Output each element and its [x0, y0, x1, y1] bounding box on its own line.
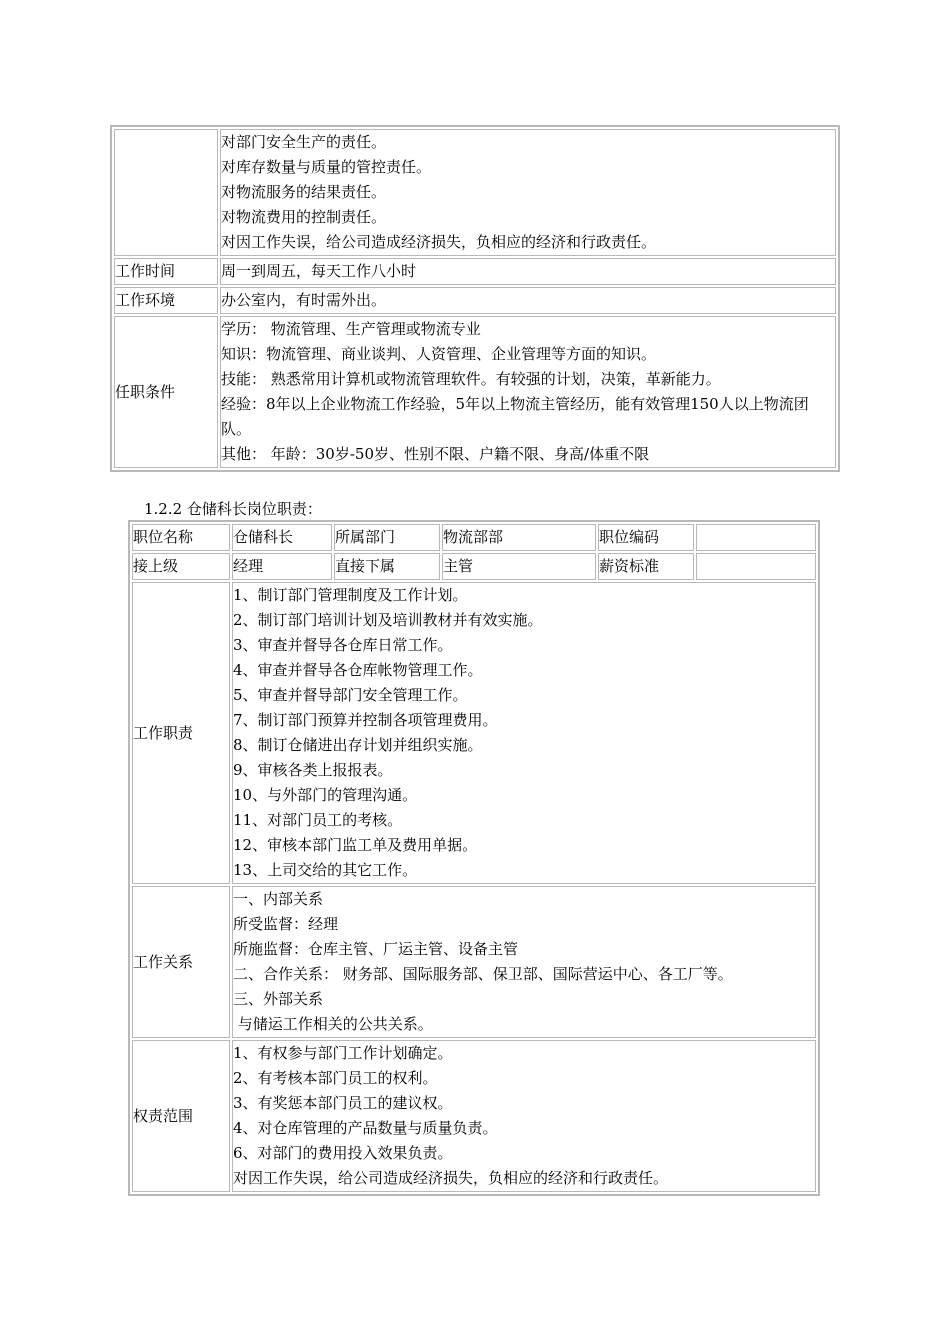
authority-row [132, 1040, 816, 1192]
duties-cell [232, 582, 816, 884]
salary-label: 薪资标准 [598, 553, 694, 580]
title-row [132, 524, 816, 551]
authority-label: 权责范围 [132, 1040, 230, 1192]
duty-item: 12、审核本部门监工单及费用单据。 [233, 836, 478, 854]
duty-item: 2、制订部门培训计划及培训教材并有效实施。 [233, 611, 543, 629]
authority-item: 对因工作失误，给公司造成经济损失，负相应的经济和行政责任。 [233, 1169, 669, 1187]
qualification-row [114, 316, 836, 468]
responsibility-cell [220, 129, 836, 256]
position-code-label: 职位编码 [598, 524, 694, 551]
relation-item: 二、合作关系： 财务部、国际服务部、保卫部、国际营运中心、各工厂等。 [233, 965, 733, 983]
duty-item: 3、审查并督导各仓库日常工作。 [233, 636, 453, 654]
job-requirements-table [110, 125, 840, 472]
work-time-label: 工作时间 [114, 258, 218, 285]
section-title: 1.2.2 仓储科长岗位职责： [144, 500, 322, 518]
authority-item: 3、有奖惩本部门员工的建议权。 [233, 1094, 453, 1112]
relation-item: 三、外部关系 [233, 990, 324, 1008]
duty-item: 7、制订部门预算并控制各项管理费用。 [233, 711, 498, 729]
position-code-value [696, 524, 816, 551]
authority-item: 6、对部门的费用投入效果负责。 [233, 1144, 453, 1162]
relations-cell [232, 886, 816, 1038]
reporting-row [132, 553, 816, 580]
work-time-row [114, 258, 836, 285]
work-env-label: 工作环境 [114, 287, 218, 314]
relation-item: 所施监督：仓库主管、厂运主管、设备主管 [233, 940, 519, 958]
superior-label: 接上级 [132, 553, 230, 580]
relation-item: 一、内部关系 [233, 890, 324, 908]
duties-row [132, 582, 816, 884]
duty-item: 5、审查并督导部门安全管理工作。 [233, 686, 468, 704]
relations-label: 工作关系 [132, 886, 230, 1038]
relation-item: 所受监督：经理 [233, 915, 339, 933]
authority-item: 1、有权参与部门工作计划确定。 [233, 1044, 453, 1062]
duty-item: 13、上司交给的其它工作。 [233, 861, 418, 879]
subordinate-label: 直接下属 [334, 553, 440, 580]
responsibility-line: 对物流费用的控制责任。 [221, 208, 387, 226]
duty-item: 1、制订部门管理制度及工作计划。 [233, 586, 468, 604]
responsibility-line: 对物流服务的结果责任。 [221, 183, 387, 201]
position-name-label: 职位名称 [132, 524, 230, 551]
relation-item: 与储运工作相关的公共关系。 [233, 1015, 433, 1033]
duties-label: 工作职责 [132, 582, 230, 884]
qualification-line: 经验：8年以上企业物流工作经验，5年以上物流主管经历，能有效管理150人以上物流团队。 [221, 395, 809, 438]
work-env-row [114, 287, 836, 314]
authority-item: 4、对仓库管理的产品数量与质量负责。 [233, 1119, 498, 1137]
job-description-table [128, 520, 820, 1196]
duty-item: 8、制订仓储进出存计划并组织实施。 [233, 736, 483, 754]
relations-row [132, 886, 816, 1038]
superior-value: 经理 [232, 553, 332, 580]
work-time-value: 周一到周五，每天工作八小时 [220, 258, 836, 285]
work-env-value: 办公室内，有时需外出。 [220, 287, 836, 314]
authority-item: 2、有考核本部门员工的权利。 [233, 1069, 438, 1087]
duty-item: 9、审核各类上报报表。 [233, 761, 393, 779]
qualification-line: 知识：物流管理、商业谈判、人资管理、企业管理等方面的知识。 [221, 345, 657, 363]
responsibility-label-cell [114, 129, 218, 256]
salary-value [696, 553, 816, 580]
department-label: 所属部门 [334, 524, 440, 551]
qualification-line: 其他： 年龄：30岁-50岁、性别不限、户籍不限、身高/体重不限 [221, 445, 650, 463]
department-value: 物流部部 [442, 524, 596, 551]
qualification-label: 任职条件 [114, 316, 218, 468]
qualification-cell [220, 316, 836, 468]
authority-cell [232, 1040, 816, 1192]
responsibility-line: 对部门安全生产的责任。 [221, 133, 387, 151]
qualification-line: 学历： 物流管理、生产管理或物流专业 [221, 320, 481, 338]
duty-item: 10、与外部门的管理沟通。 [233, 786, 418, 804]
responsibility-line: 对库存数量与质量的管控责任。 [221, 158, 432, 176]
responsibility-row [114, 129, 836, 256]
position-name-value: 仓储科长 [232, 524, 332, 551]
duty-item: 4、审查并督导各仓库帐物管理工作。 [233, 661, 483, 679]
duty-item: 11、对部门员工的考核。 [233, 811, 403, 829]
subordinate-value: 主管 [442, 553, 596, 580]
responsibility-line: 对因工作失误，给公司造成经济损失，负相应的经济和行政责任。 [221, 233, 657, 251]
qualification-line: 技能： 熟悉常用计算机或物流管理软件。有较强的计划，决策，革新能力。 [221, 370, 721, 388]
